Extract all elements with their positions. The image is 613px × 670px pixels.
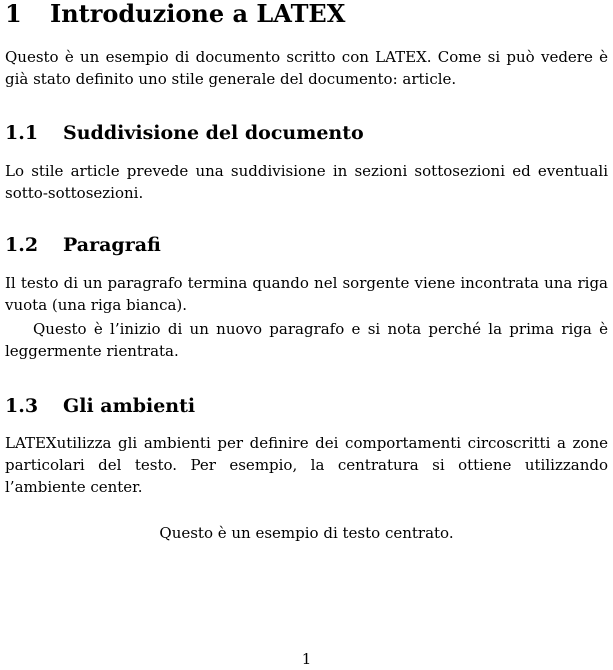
paragraph: LATEXutilizza gli ambienti per definire dei comportamenti circoscritti a zone particolari del testo. Per esempio, la centratura si ottiene utilizzando l’ambiente center. (5, 434, 608, 496)
paragraph: Lo stile article prevede una suddivisione in sezioni sottosezioni ed eventuali sotto-sottosezioni. (5, 162, 608, 202)
intro-paragraph: Questo è un esempio di documento scritto con LATEX. Come si può vedere è già stato definito uno stile generale del documento: article. (5, 48, 608, 88)
subsection-title: Gli ambienti (63, 395, 196, 417)
section-heading (5, 0, 345, 28)
subsection-heading (5, 121, 364, 145)
subsection-title: Paragrafi (63, 234, 161, 256)
section-title: Introduzione a LATEX (50, 0, 346, 28)
subsection-heading (5, 394, 195, 418)
subsection-heading (5, 233, 161, 257)
subsection-title: Suddivisione del documento (63, 122, 364, 144)
section-number: 1 (5, 0, 22, 28)
subsection-number: 1.1 (5, 122, 39, 144)
paragraph: Il testo di un paragrafo termina quando nel sorgente viene incontrata una riga vuota (una riga bianca). (5, 274, 608, 314)
centered-text: Questo è un esempio di testo centrato. (159, 524, 454, 542)
page-number: 1 (301, 650, 312, 668)
subsection-number: 1.3 (5, 395, 39, 417)
indented-paragraph: Questo è l’inizio di un nuovo paragrafo e si nota perché la prima riga è leggermente rientrata. (5, 320, 608, 360)
subsection-number: 1.2 (5, 234, 39, 256)
